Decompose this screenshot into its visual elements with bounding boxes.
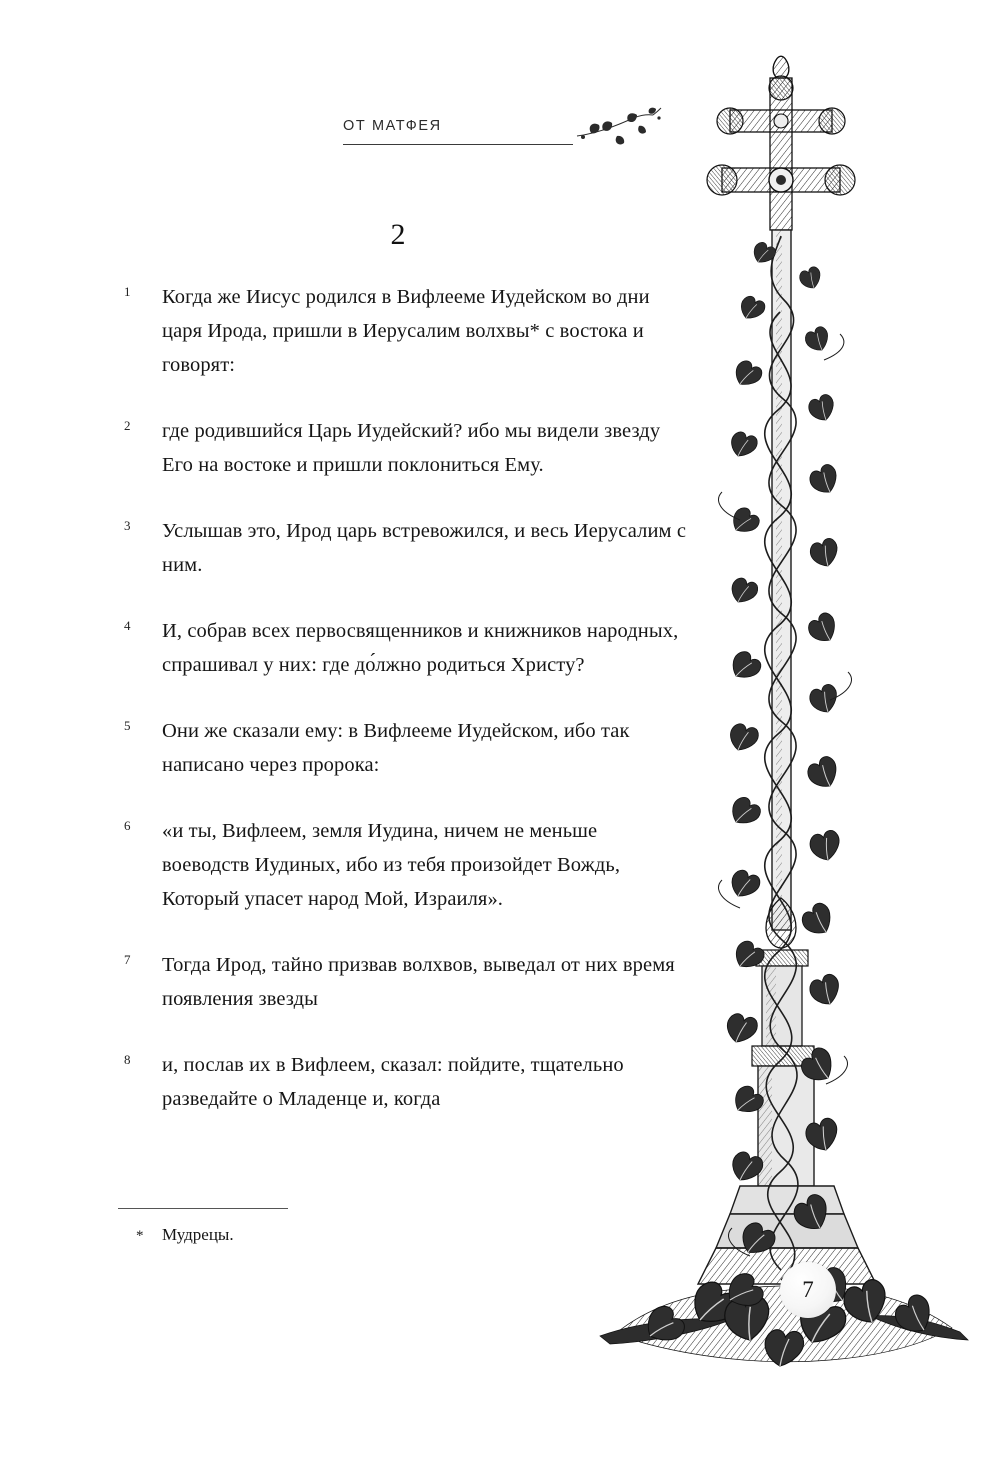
verse-number: 5: [124, 718, 131, 733]
illustration-ivy-cross: [580, 0, 1000, 1467]
verse-text: Тогда Ирод, тайно призвав волхвов, выведал от них время появления звезды: [162, 954, 675, 1010]
verse-number: 6: [124, 818, 131, 833]
running-head-label: ОТ МАТФЕЯ: [343, 118, 442, 134]
verse-number: 7: [124, 952, 131, 967]
page-number: 7: [780, 1262, 836, 1318]
footnote-divider: [118, 1208, 288, 1209]
chapter-number: 2: [390, 218, 406, 251]
verse-number: 2: [124, 418, 131, 433]
verse-number: 8: [124, 1052, 131, 1067]
verse-text: Когда же Иисус родился в Вифлееме Иудейском во дни царя Ирода, пришли в Иерусалим волхвы* с востока и говорят:: [162, 286, 650, 376]
ivy-cross-engraving-icon: [580, 0, 1000, 1467]
verse-number: 4: [124, 618, 131, 633]
verse-number: 3: [124, 518, 131, 533]
verse-number: 1: [124, 284, 131, 299]
verse-text: и, послав их в Вифлеем, сказал: пойдите, тщательно разведайте о Младенце и, когда: [162, 1054, 624, 1110]
running-head: [118, 108, 548, 154]
verse-text: И, собрав всех первосвященников и книжников народных, спрашивал у них: где до́лжно родиться Христу?: [162, 620, 679, 676]
verse-text: Услышав это, Ирод царь встревожился, и весь Иерусалим с ним.: [162, 520, 687, 576]
footnote: [118, 1222, 582, 1248]
verse-text: где родившийся Царь Иудейский? ибо мы видели звезду Его на востоке и пришли поклониться Ему.: [162, 420, 661, 476]
verse-text: «и ты, Вифлеем, земля Иудина, ничем не меньше воеводств Иудиных, ибо из тебя произойдет Вождь, Который упасет народ Мой, Израиля».: [162, 820, 621, 910]
verse-text: Они же сказали ему: в Вифлееме Иудейском, ибо так написано через пророка:: [162, 720, 630, 776]
footnote-marker: *: [136, 1228, 144, 1244]
running-head-rule: [343, 144, 573, 145]
footnote-text: Мудрецы.: [162, 1225, 234, 1244]
